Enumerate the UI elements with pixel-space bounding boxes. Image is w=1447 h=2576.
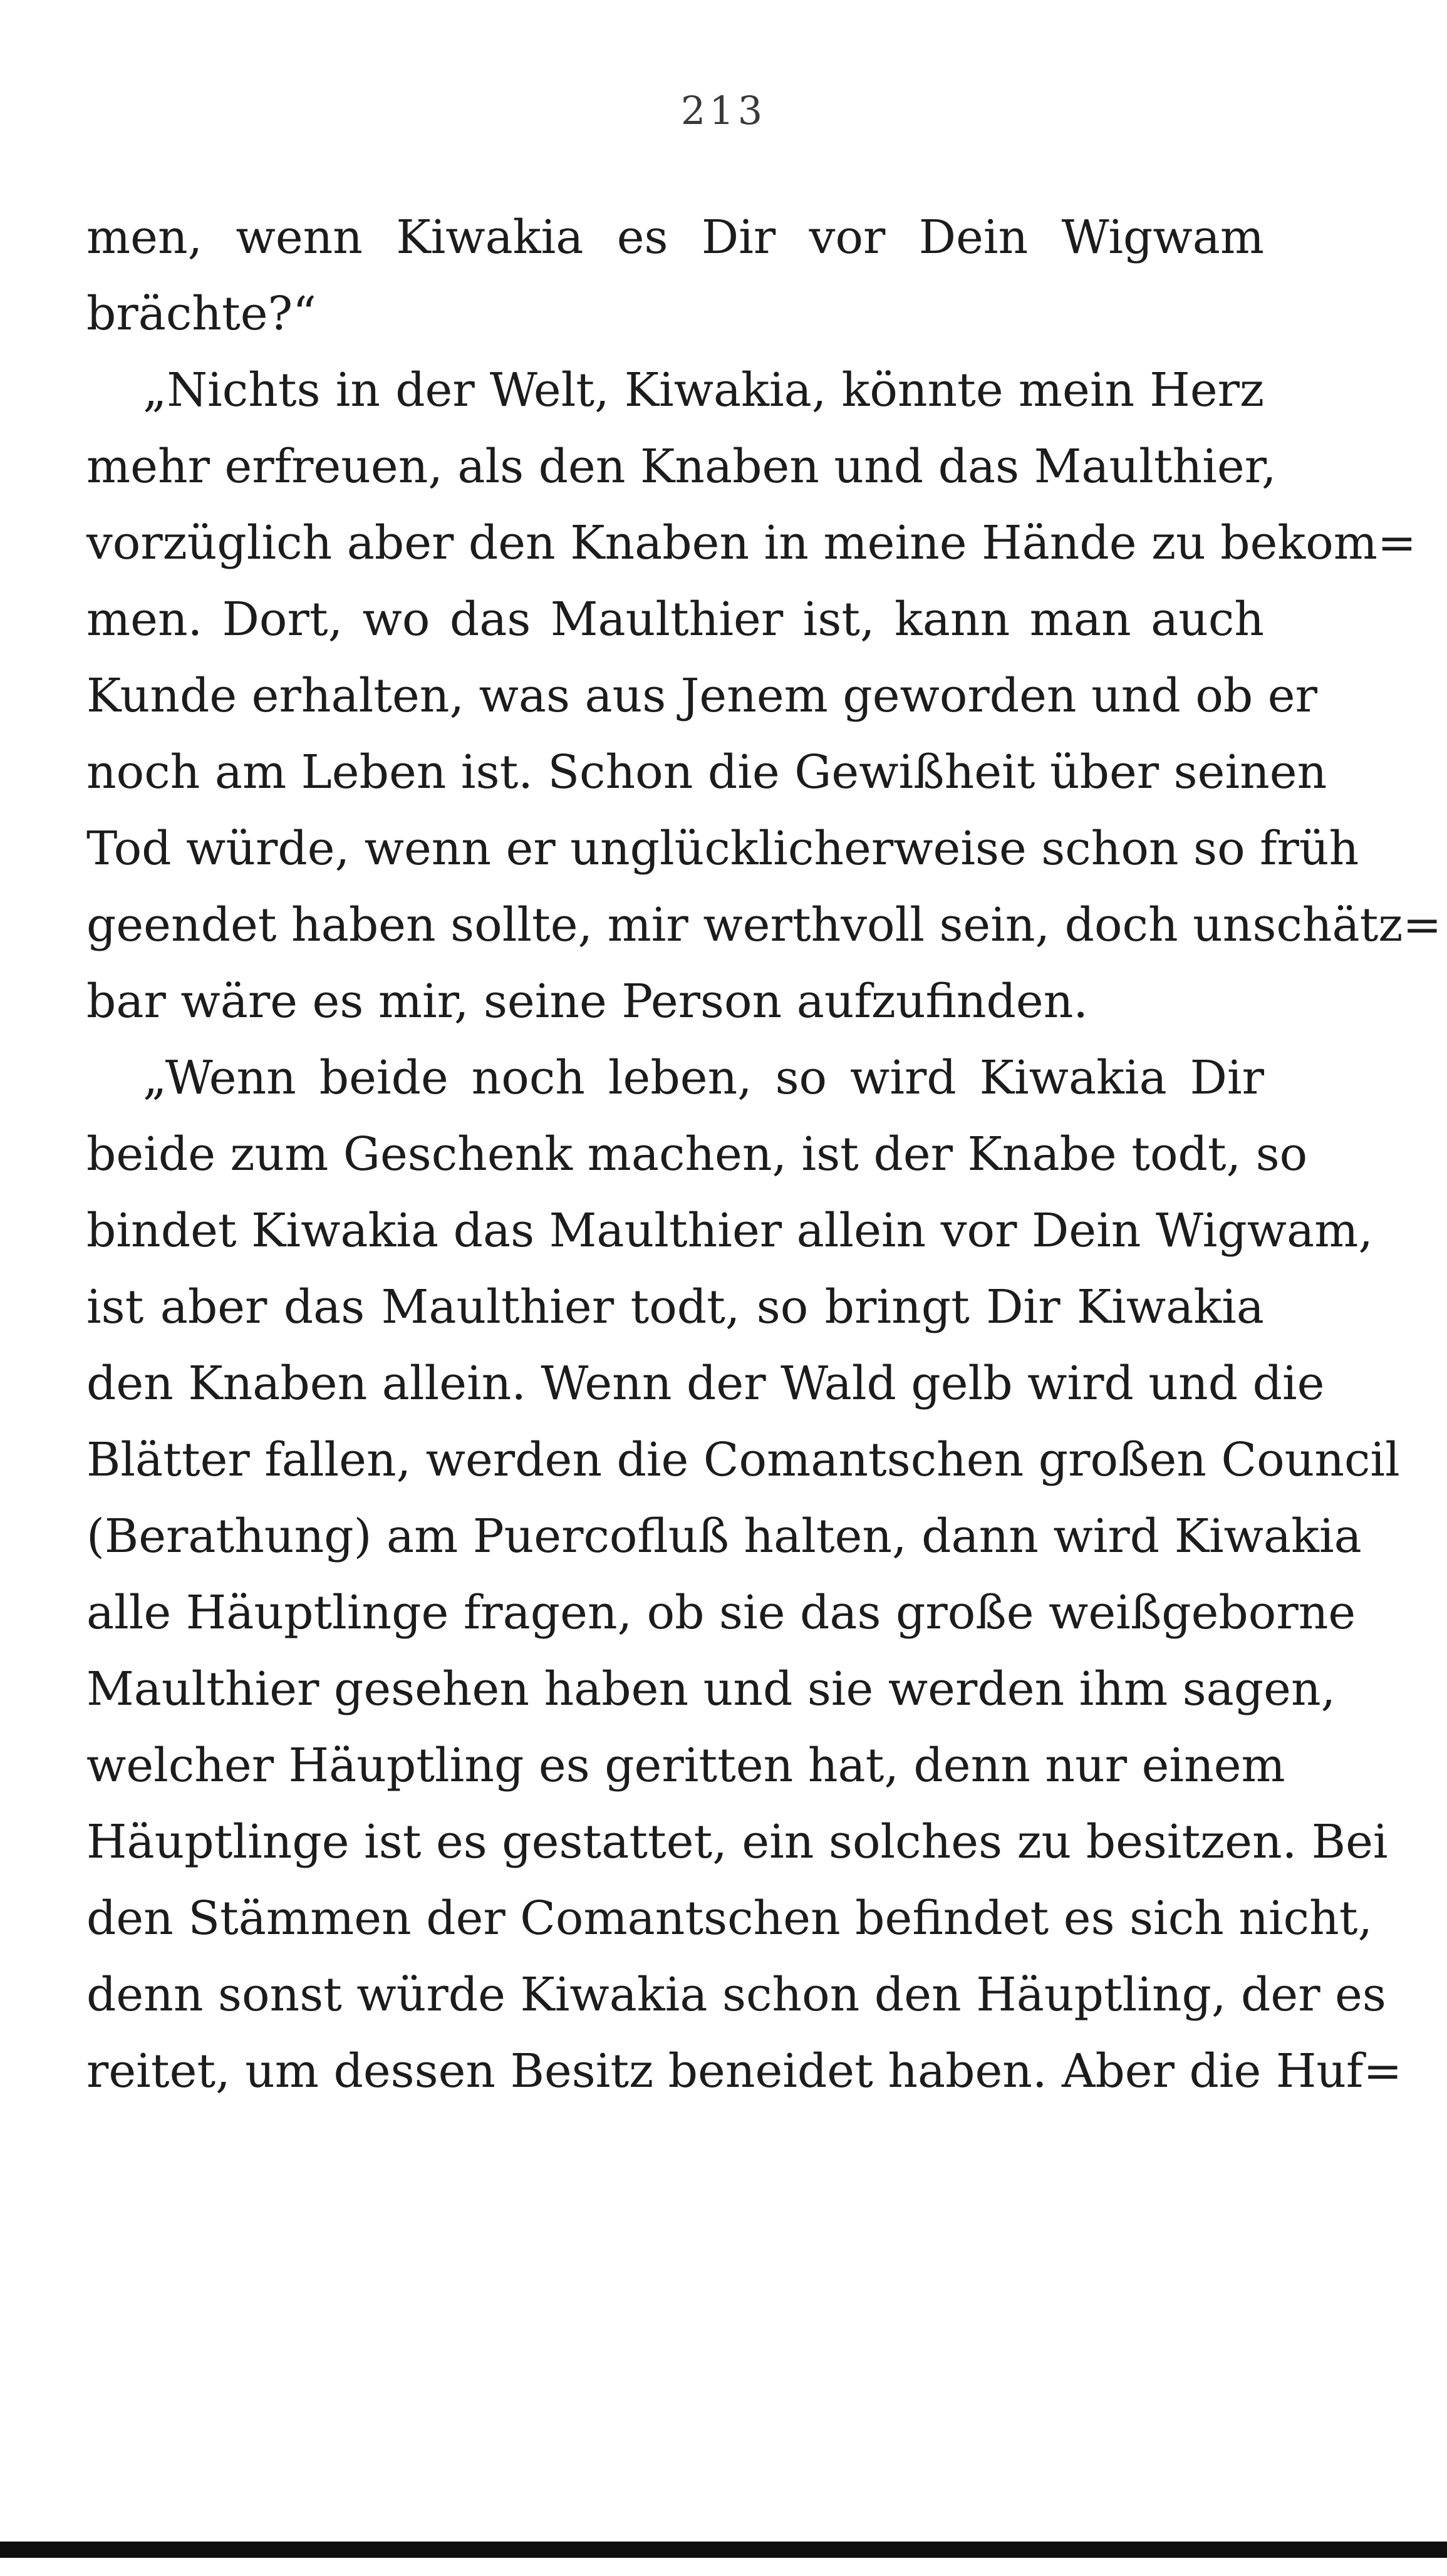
page-number: 213	[680, 88, 767, 133]
text-line: noch am Leben ist. Schon die Gewißheit über seinen	[86, 745, 1327, 799]
text-line: „Nichts in der Welt, Kiwakia, könnte mein Herz	[143, 363, 1264, 417]
text-line: Maulthier gesehen haben und sie werden ihm sagen,	[86, 1662, 1336, 1716]
text-line: bindet Kiwakia das Maulthier allein vor Dein Wigwam,	[86, 1204, 1373, 1258]
text-line: ist aber das Maulthier todt, so bringt Dir Kiwakia	[86, 1280, 1264, 1334]
text-line: „Wenn beide noch leben, so wird Kiwakia Dir	[143, 1051, 1264, 1105]
text-line: reitet, um dessen Besitz beneidet haben. Aber die Huf=	[86, 2044, 1403, 2098]
text-line: brächte?“	[86, 287, 317, 341]
text-line: Tod würde, wenn er unglücklicherweise schon so früh	[86, 822, 1359, 876]
text-line: den Knaben allein. Wenn der Wald gelb wird und die	[86, 1357, 1325, 1410]
body-text	[86, 199, 1442, 2109]
text-line: men, wenn Kiwakia es Dir vor Dein Wigwam	[86, 210, 1264, 264]
text-line: beide zum Geschenk machen, ist der Knabe todt, so	[86, 1127, 1308, 1181]
text-line: Blätter fallen, werden die Comantschen großen Council	[86, 1433, 1400, 1487]
text-line: vorzüglich aber den Knaben in meine Hände zu bekom=	[86, 516, 1416, 570]
text-line: geendet haben sollte, mir werthvoll sein, doch unschätz=	[86, 898, 1442, 952]
text-line: bar wäre es mir, seine Person aufzufinden.	[86, 975, 1088, 1028]
text-line: denn sonst würde Kiwakia schon den Häuptling, der es	[86, 1968, 1386, 2022]
text-line: Kunde erhalten, was aus Jenem geworden und ob er	[86, 669, 1317, 723]
text-line: alle Häuptlinge fragen, ob sie das große weißgeborne	[86, 1586, 1356, 1640]
text-line: mehr erfreuen, als den Knaben und das Maulthier,	[86, 440, 1277, 494]
text-line: (Berathung) am Puercofluß halten, dann wird Kiwakia	[86, 1509, 1362, 1563]
text-line: Häuptlinge ist es gestattet, ein solches zu besitzen. Bei	[86, 1815, 1388, 1869]
page-edge-rule	[0, 2542, 1447, 2558]
text-line: den Stämmen der Comantschen befindet es sich nicht,	[86, 1891, 1373, 1945]
text-line: men. Dort, wo das Maulthier ist, kann man auch	[86, 592, 1264, 646]
text-line: welcher Häuptling es geritten hat, denn nur einem	[86, 1739, 1285, 1792]
